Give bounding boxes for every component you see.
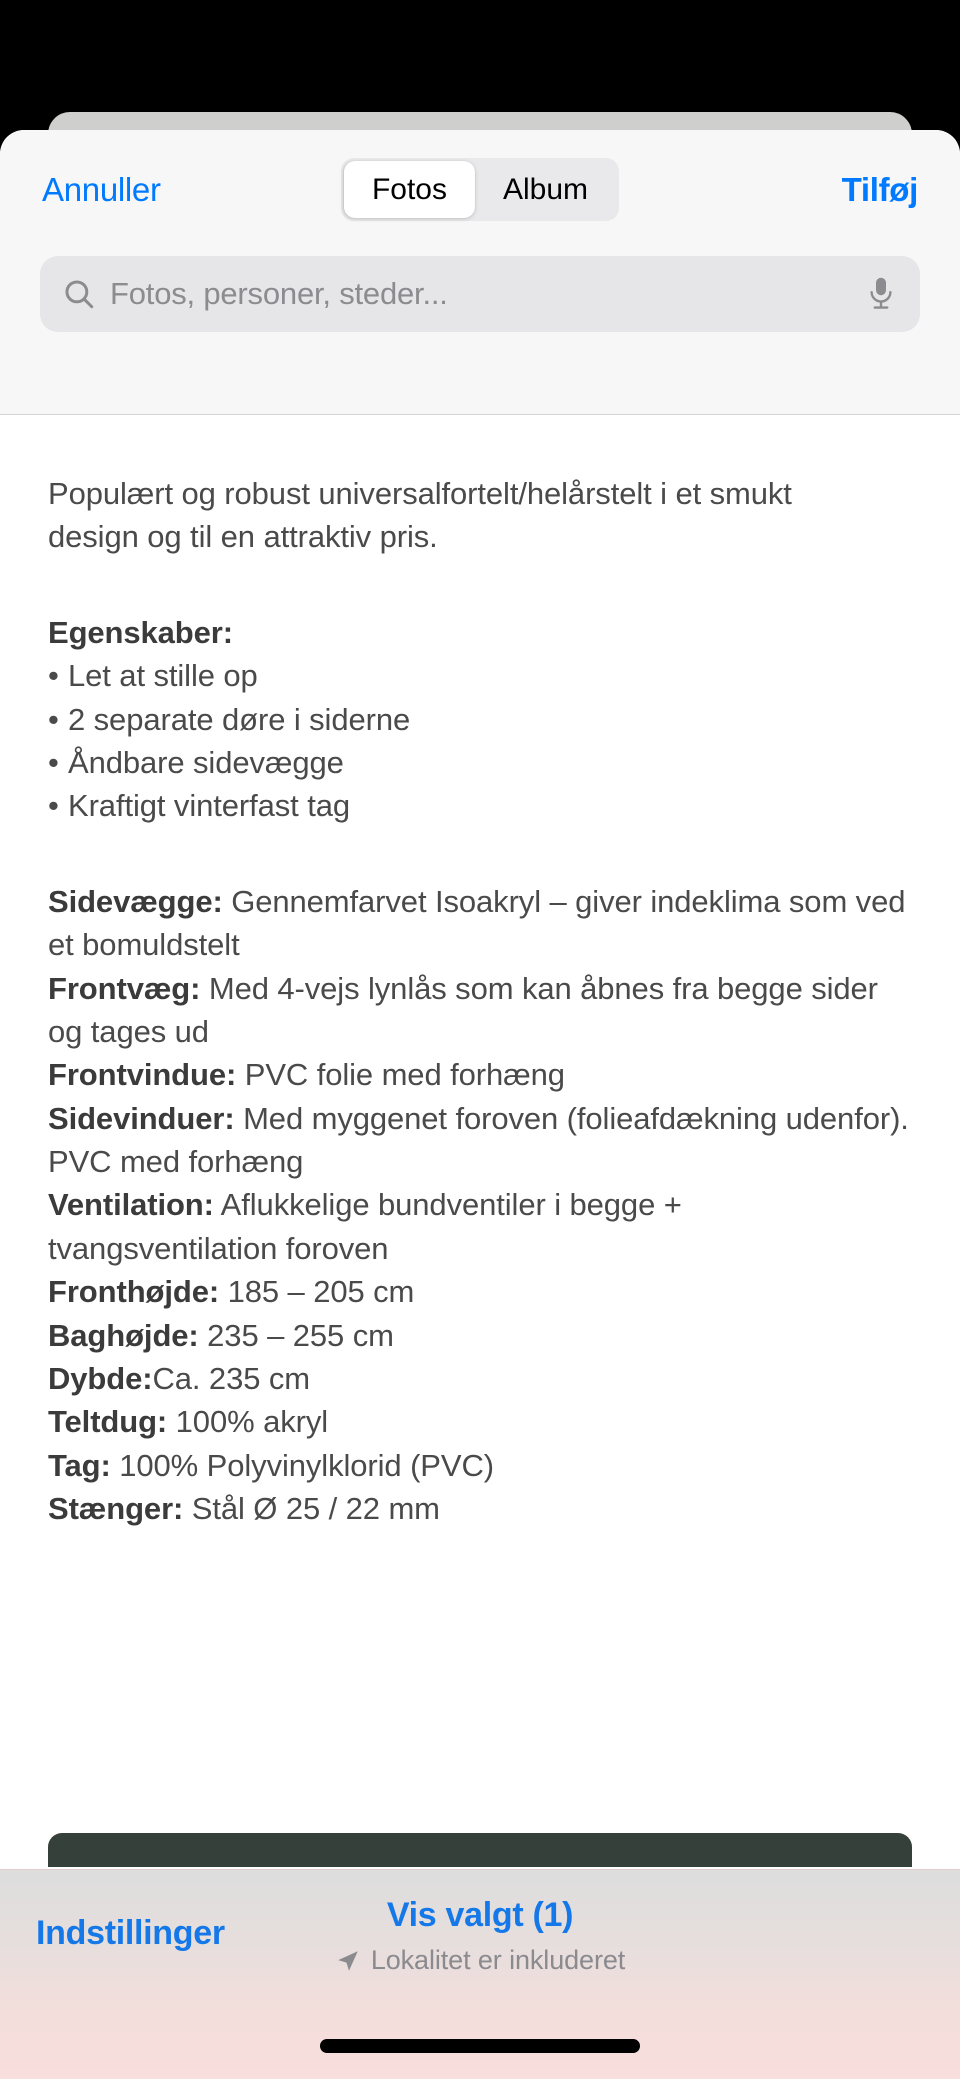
spec-row: [48, 1057, 565, 1092]
spec-row: [48, 1491, 440, 1526]
home-indicator[interactable]: [320, 2039, 640, 2053]
cancel-button[interactable]: Annuller: [42, 171, 161, 208]
spec-row: [48, 1101, 909, 1179]
spacer: [48, 828, 912, 880]
show-selected-button[interactable]: Vis valgt (1): [220, 1896, 740, 1935]
spec-value: Aflukkelige bundventiler i begge + tvangsventilation foroven: [48, 1187, 682, 1266]
spec-label: Stænger:: [48, 1491, 184, 1527]
navigation-bar: [0, 130, 960, 250]
tab-fotos[interactable]: Fotos: [344, 161, 475, 218]
selection-summary: [220, 1896, 740, 1976]
spec-label: Teltdug:: [48, 1404, 168, 1440]
search-container: [0, 256, 960, 332]
bottom-toolbar: [0, 1869, 960, 2079]
intro-paragraph: Populært og robust universalfortelt/helårstelt i et smukt design og til en attraktiv pris.: [48, 476, 792, 555]
spec-row: [48, 884, 905, 962]
add-button[interactable]: Tilføj: [841, 171, 918, 208]
settings-button[interactable]: Indstillinger: [36, 1914, 225, 1952]
spec-value: PVC folie med forhæng: [236, 1057, 565, 1093]
spec-value: Med myggenet foroven (folieafdækning udenfor). PVC med forhæng: [48, 1100, 909, 1180]
location-status-label: Lokalitet er inkluderet: [370, 1945, 626, 1975]
list-item: [48, 741, 912, 784]
spec-row: [48, 1318, 394, 1353]
spec-row: [48, 1361, 310, 1396]
content-area[interactable]: [0, 416, 960, 2079]
location-status: [220, 1945, 740, 1976]
list-item: [48, 784, 912, 827]
spec-row: [48, 971, 878, 1049]
spec-label: Ventilation:: [48, 1187, 214, 1223]
spec-row: [48, 1187, 682, 1265]
spec-value: 100% akryl: [167, 1404, 329, 1440]
location-arrow-icon: [335, 1948, 361, 1974]
spec-value: Gennemfarvet Isoakryl – giver indeklima som ved et bomuldstelt: [48, 883, 906, 963]
feature-label: Kraftigt vinterfast tag: [68, 788, 350, 824]
tab-album[interactable]: Album: [475, 161, 616, 218]
spec-label: Dybde:: [48, 1361, 153, 1397]
spec-value: 185 – 205 cm: [219, 1274, 415, 1310]
microphone-icon[interactable]: [866, 273, 896, 315]
spec-label: Tag:: [48, 1447, 111, 1483]
feature-label: Let at stille op: [68, 658, 258, 694]
search-icon: [62, 277, 96, 311]
spec-label: Sidevægge:: [48, 883, 223, 919]
spec-label: Frontvæg:: [48, 970, 201, 1006]
spec-label: Fronthøjde:: [48, 1274, 220, 1310]
segmented-control[interactable]: [341, 158, 619, 221]
list-item: [48, 698, 912, 741]
search-input[interactable]: [40, 256, 920, 332]
green-card-peek: [48, 1833, 912, 1867]
bullet-icon: •: [48, 701, 59, 737]
sheet-header: [0, 130, 960, 415]
bottom-toolbar-row: [0, 1870, 960, 2010]
search-placeholder: Fotos, personer, steder...: [110, 276, 448, 311]
spec-row: [48, 1404, 328, 1439]
specifications-list: [48, 880, 912, 1531]
spec-label: Baghøjde:: [48, 1317, 199, 1353]
bullet-icon: •: [48, 744, 59, 780]
spec-row: [48, 1274, 414, 1309]
spec-label: Frontvindue:: [48, 1057, 237, 1093]
spec-value: Med 4-vejs lynlås som kan åbnes fra begge sider og tages ud: [48, 970, 878, 1049]
list-item: [48, 654, 912, 697]
bullet-icon: •: [48, 658, 59, 694]
bullet-icon: •: [48, 788, 59, 824]
spec-value: Ca. 235 cm: [152, 1361, 310, 1397]
spacer: [48, 559, 912, 611]
spec-value: Stål Ø 25 / 22 mm: [183, 1491, 440, 1527]
feature-label: 2 separate døre i siderne: [68, 701, 411, 737]
spec-row: [48, 1448, 494, 1483]
features-heading: Egenskaber:: [48, 614, 233, 650]
spec-value: 100% Polyvinylklorid (PVC): [110, 1447, 494, 1483]
spec-label: Sidevinduer:: [48, 1100, 235, 1136]
spec-value: 235 – 255 cm: [198, 1317, 394, 1353]
share-sheet: [0, 130, 960, 2079]
feature-label: Åndbare sidevægge: [68, 744, 344, 780]
features-list: [48, 654, 912, 828]
